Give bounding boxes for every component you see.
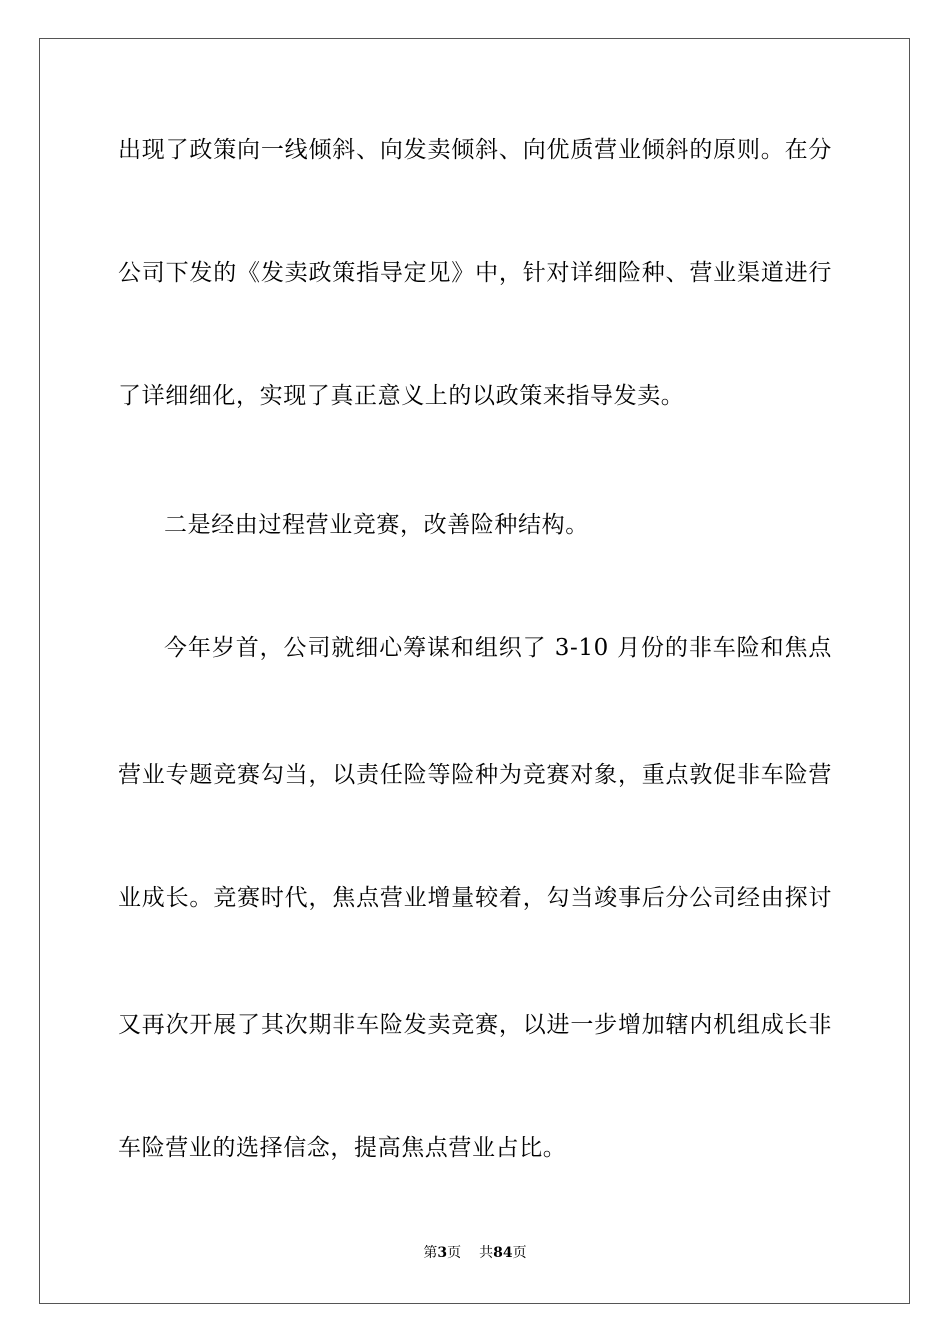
page-suffix: 页 [447,1245,462,1261]
page-prefix: 第 [423,1245,438,1261]
body-line-3: 了详细细化，实现了真正意义上的以政策来指导发卖。 [118,383,685,409]
body-line-4: 今年岁首，公司就细心筹谋和组织了 3-10 月份的非车险和焦点 [164,635,832,661]
section-heading: 二是经由过程营业竞赛，改善险种结构。 [164,512,589,538]
total-prefix: 共 [479,1245,494,1261]
page-frame [39,38,910,1304]
total-pages: 84 [493,1245,513,1261]
body-line-7: 又再次开展了其次期非车险发卖竞赛，以进一步增加辖内机组成长非 [118,1012,832,1038]
body-line-5: 营业专题竞赛勾当，以责任险等险种为竞赛对象，重点敦促非车险营 [118,762,832,788]
page-footer [0,1244,950,1262]
body-line-2: 公司下发的《发卖政策指导定见》中，针对详细险种、营业渠道进行 [118,260,832,286]
page-number: 3 [437,1245,448,1261]
body-line-6: 业成长。竞赛时代，焦点营业增量较着，勾当竣事后分公司经由探讨 [118,885,832,911]
body-line-8: 车险营业的选择信念，提高焦点营业占比。 [118,1135,567,1161]
total-suffix: 页 [512,1245,527,1261]
body-line-1: 出现了政策向一线倾斜、向发卖倾斜、向优质营业倾斜的原则。在分 [118,137,832,163]
